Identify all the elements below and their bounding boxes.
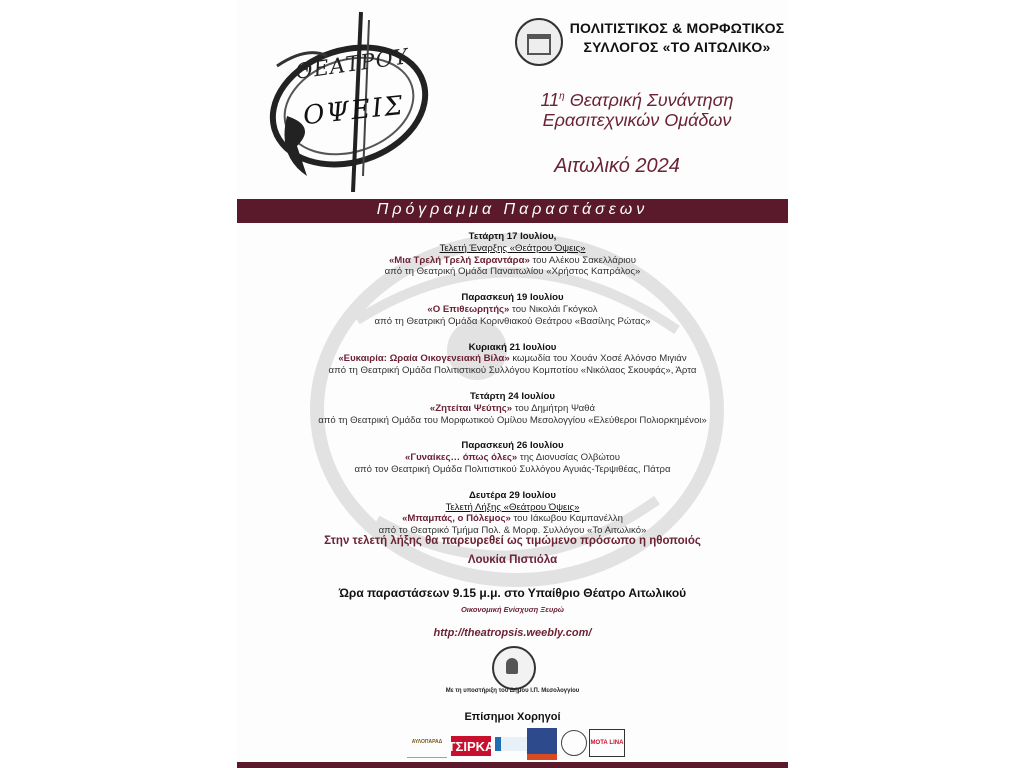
event-item (237, 391, 788, 426)
event-troupe: από τη Θεατρική Ομάδα Κορινθιακού Θεάτρου «Βασίλης Ρώτας» (374, 315, 651, 327)
financial-support: Οικονομική Ενίσχυση Ξευρώ (460, 605, 565, 614)
event-date: Παρασκευή 19 Ιουλίου (461, 292, 564, 304)
event-date: Δευτέρα 29 Ιουλίου (468, 489, 557, 501)
event-item (237, 231, 788, 278)
event-date: Κυριακή 21 Ιουλίου (468, 341, 557, 353)
honour-line1: Στην τελετή λήξης θα παρευρεθεί ως τιμώμενο πρόσωπο η ηθοποιός (324, 535, 701, 547)
honour-name: Λουκία Πιστιόλα (467, 554, 558, 566)
event-date: Παρασκευή 26 Ιουλίου (461, 440, 564, 452)
event-author: του Δημήτρη Ψαθά (512, 402, 596, 414)
event-play: «Ο Επιθεωρητής» (427, 303, 510, 315)
event-item (237, 292, 788, 327)
municipality-support: Με τη υποστήριξη του Δήμου Ι.Π. Μεσολογγίου (445, 688, 580, 694)
poster (237, 0, 788, 768)
municipality-emblem-icon (492, 646, 536, 690)
event-date: Τετάρτη 17 Ιουλίου, (468, 231, 557, 242)
sponsor-logo-6 (589, 729, 625, 757)
festival-title-line2: Ερασιτεχνικών Ομάδων (542, 110, 732, 130)
sponsor-6-name: ΜΟΤΑ LINA (590, 740, 624, 746)
event-author: της Διονυσίας Ολβώτου (517, 452, 620, 464)
event-play: «Ζητείται Ψεύτης» (429, 402, 513, 414)
sponsor-logo-5 (561, 730, 587, 756)
event-play: «Ευκαιρία: Ωραία Οικογενειακή Βίλα» (338, 353, 510, 365)
website-link[interactable]: http://theatropsis.weebly.com/ (433, 627, 592, 639)
event-date: Τετάρτη 24 Ιουλίου (470, 390, 555, 402)
event-item (237, 490, 788, 537)
sponsor-2-name: ΤΣΙΡΚΑ (447, 738, 495, 754)
club-name-line1: ΠΟΛΙΤΙΣΤΙΚΟΣ & ΜΟΡΦΩΤΙΚΟΣ (569, 20, 785, 36)
sponsor-1-name: ΑΥΛΟΠΑΡΑΔ (411, 739, 443, 745)
program-heading: Πρόγραμμα Παραστάσεων (376, 201, 649, 218)
event-item (237, 440, 788, 475)
showtime: Ώρα παραστάσεων 9.15 μ.μ. στο Υπαίθριο Θέατρο Αιτωλικού (338, 586, 687, 600)
event-author: του Ιάκωβου Καμπανέλλη (510, 513, 623, 525)
event-troupe: από τη Θεατρική Ομάδα Πολιτιστικού Συλλόγου Κομποτίου «Νικόλαος Σκουφάς», Άρτα (328, 365, 697, 377)
festival-title-rest: Θεατρική Συνάντηση (569, 90, 734, 110)
bottom-bar (237, 762, 788, 768)
event-author: κωμωδία του Χουάν Χοσέ Αλόνσο Μιγιάν (509, 353, 687, 365)
event-troupe: από τη Θεατρική Ομάδα Παναιτωλίου «Χρήστος Καπράλος» (384, 266, 641, 278)
festival-place-year: Αιτωλικό 2024 (554, 155, 680, 177)
event-troupe: από το Θεατρικό Τμήμα Πολ. & Μορφ. Συλλόγου «Το Αιτωλικό» (378, 525, 647, 537)
sponsor-logo-3 (495, 737, 529, 751)
sponsors-title: Επίσημοι Χορηγοί (464, 711, 561, 723)
event-play: «Μια Τρελή Τρελή Σαραντάρα» (388, 254, 530, 266)
club-name-line2: ΣΥΛΛΟΓΟΣ «ΤΟ ΑΙΤΩΛΙΚΟ» (583, 39, 771, 55)
event-ceremony: Τελετή Λήξης «Θεάτρου Όψεις» (445, 501, 580, 513)
event-ceremony: Τελετή Έναρξης «Θεάτρου Όψεις» (439, 242, 586, 254)
event-troupe: από τον Θεατρική Ομάδα Πολιτιστικού Συλλόγου Αγυιάς-Τερψιθέας, Πάτρα (354, 463, 671, 475)
event-troupe: από τη Θεατρική Ομάδα του Μορφωτικού Ομίλου Μεσολογγίου «Ελεύθεροι Πολιορκημένοι» (318, 414, 707, 426)
club-name (567, 19, 787, 57)
event-list (237, 231, 788, 551)
club-emblem-icon (515, 18, 563, 66)
honour-note (237, 532, 788, 570)
edition-number: 11 (540, 90, 560, 110)
event-author: του Νικολάι Γκόγκολ (509, 303, 598, 315)
logo-text-opseis: ΟΨΕΙΣ (301, 90, 407, 132)
logo-text-theatrou: ΘΕΑΤΡΟΥ (293, 44, 411, 84)
event-item (237, 342, 788, 377)
sponsor-logo-4 (527, 728, 557, 760)
event-play: «Μπαμπάς, ο Πόλεμος» (402, 513, 511, 525)
event-play: «Γυναίκες… όπως όλες» (405, 452, 518, 464)
edition-sup: η (559, 91, 565, 102)
sponsor-logo-1 (407, 727, 447, 758)
sponsor-logo-2 (447, 736, 495, 756)
event-author: του Αλέκου Σακελλάριου (529, 254, 637, 266)
